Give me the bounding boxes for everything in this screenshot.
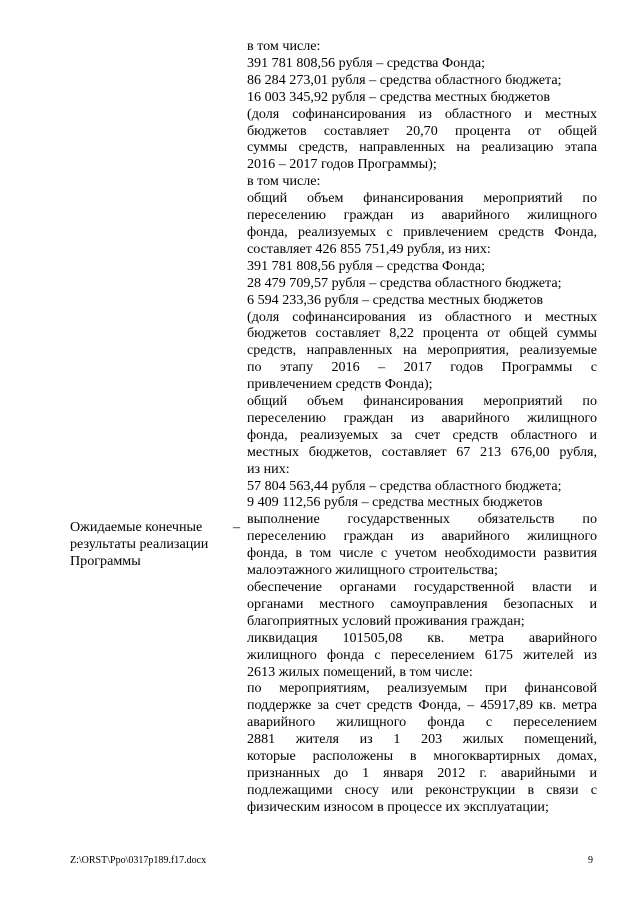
program-details-column — [247, 38, 597, 816]
text-line: переселению граждан из аварийного жилищного — [247, 409, 597, 426]
text-line: (доля софинансирования из областного и местных — [247, 105, 597, 122]
text-line: 2613 жилых помещений, в том числе: — [247, 663, 473, 680]
text-line: бюджетов составляет 8,22 процента от общей суммы — [247, 325, 597, 342]
text-line: поддержке за счет средств Фонда, – 45917,89 кв. метра — [247, 697, 597, 714]
text-line: суммы средств, направленных на реализацию этапа — [247, 139, 597, 156]
text-line: ликвидация 101505,08 кв. метра аварийного — [247, 629, 597, 646]
page-number: 9 — [588, 855, 593, 866]
text-line: 2881 жителя из 1 203 жилых помещений, — [247, 731, 597, 748]
text-line: в том числе: — [247, 38, 321, 54]
text-line: общий объем финансирования мероприятий по — [247, 393, 597, 410]
text-line: из них: — [247, 460, 290, 477]
text-line: общий объем финансирования мероприятий по — [247, 190, 597, 207]
text-line: 391 781 808,56 рубля – средства Фонда; — [247, 54, 486, 71]
footer-file-path: Z:\ORST\Ppo\0317p189.f17.docx — [70, 855, 207, 866]
section-label — [70, 519, 235, 570]
section-label-line: Ожидаемые конечные — [70, 519, 203, 535]
text-line: средств, направленных на мероприятия, реализуемые — [247, 342, 597, 359]
text-line: 57 804 563,44 рубля – средства областного бюджета; — [247, 477, 562, 494]
text-line: 391 781 808,56 рубля – средства Фонда; — [247, 257, 486, 274]
text-line: 16 003 345,92 рубля – средства местных бюджетов — [247, 88, 551, 105]
text-line: 9 409 112,56 рубля – средства местных бюджетов — [247, 494, 543, 511]
text-line: по этапу 2016 – 2017 годов Программы с — [247, 359, 597, 376]
text-line: органами местного самоуправления безопасных и — [247, 595, 597, 612]
text-line: 86 284 273,01 рубля – средства областного бюджета; — [247, 71, 562, 88]
text-line: в том числе: — [247, 173, 321, 190]
text-line: признанных до 1 января 2012 г. аварийными и — [247, 764, 597, 781]
text-line: переселению граждан из аварийного жилищного — [247, 207, 597, 224]
text-line: (доля софинансирования из областного и местных — [247, 308, 597, 325]
text-line: по мероприятиям, реализуемым при финансовой — [247, 680, 597, 697]
text-line: фонда, реализуемых за счет средств областного и — [247, 426, 597, 443]
text-line: выполнение государственных обязательств по — [247, 511, 597, 528]
text-line: местных бюджетов, составляет 67 213 676,00 рубля, — [247, 443, 597, 460]
text-line: аварийного жилищного фонда с переселением — [247, 714, 597, 731]
section-dash: – — [233, 519, 241, 535]
text-line: благоприятных условий проживания граждан; — [247, 612, 525, 629]
text-line: жилищного фонда с переселением 6175 жителей из — [247, 646, 597, 663]
text-line: бюджетов составляет 20,70 процента от общей — [247, 122, 597, 139]
text-line: привлечением средств Фонда); — [247, 376, 433, 393]
text-line: составляет 426 855 751,49 рубля, из них: — [247, 240, 491, 257]
text-line: фонда, в том числе с учетом необходимости развития — [247, 545, 597, 562]
text-line: переселению граждан из аварийного жилищного — [247, 528, 597, 545]
text-line: которые расположены в многоквартирных домах, — [247, 748, 597, 765]
text-line: 2016 – 2017 годов Программы); — [247, 156, 437, 173]
section-label-line: Программы — [70, 552, 141, 569]
text-line: подлежащими сносу или реконструкции в связи с — [247, 781, 597, 798]
text-line: 28 479 709,57 рубля – средства областного бюджета; — [247, 274, 562, 291]
text-line: 6 594 233,36 рубля – средства местных бюджетов — [247, 291, 544, 308]
section-label-line: результаты реализации — [70, 535, 209, 552]
text-line: обеспечение органами государственной власти и — [247, 579, 597, 595]
text-line: фонда, реализуемых с привлечением средств Фонда, — [247, 223, 597, 240]
text-line: физическим износом в процессе их эксплуатации; — [247, 798, 549, 815]
text-line: малоэтажного жилищного строительства; — [247, 562, 498, 579]
